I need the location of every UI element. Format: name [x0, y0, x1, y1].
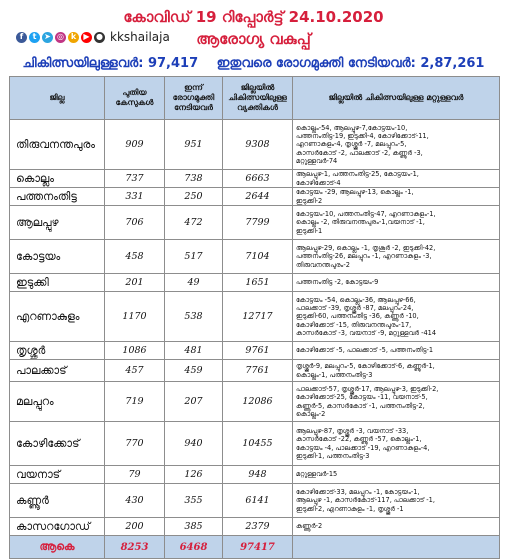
district-cell: കാസറഗോഡ് — [10, 518, 105, 536]
others-cell: കോഴിക്കോട്-33, മലപ്പുറം -1, കോട്ടയം-1, ആലപ്പുഴ -1, കാസർകോട്-117, പാലക്കാട് -1, ഇടുക്കി-2, എറണാകുളം -1, തൃശ്ശൂർ -1 — [293, 484, 500, 518]
table-row — [10, 360, 500, 382]
district-cell: കോട്ടയം — [10, 240, 105, 274]
others-cell: പാലക്കാട്-57, തൃശ്ശൂർ-17, ആലപ്പുഴ-3, ഇടുക്കി-2, കോഴിക്കോട്-25, കോട്ടയം -11, വയനാട്-5, കണ്ണൂർ-5, കാസർകോട് -1, പത്തനംതിട്ട-2, കൊല്ലം-2 — [293, 382, 500, 422]
others-cell: കോട്ടയം -54, കൊല്ലം-36, ആലപ്പുഴ-66, പാലക്കാട് -39, തൃശ്ശൂർ -87, മലപ്പുറം-24, ഇടുക്കി-60, പത്തനംതിട്ട -36, കണ്ണൂർ -10, കോഴിക്കോട് -15, തിരുവനന്തപുരം-17, കാസർകോട് -3, വയനാട് -9, മറ്റുള്ളവർ -414 — [293, 292, 500, 342]
active-cell: 12717 — [223, 292, 293, 342]
new-cases-cell: 201 — [105, 274, 165, 292]
table-row — [10, 120, 500, 170]
table-row — [10, 240, 500, 274]
recovered-cell: 472 — [165, 206, 223, 240]
active-cell: 948 — [223, 466, 293, 484]
district-cell: ഇടുക്കി — [10, 274, 105, 292]
others-cell: കണ്ണൂർ-2 — [293, 518, 500, 536]
twitter-icon[interactable]: t — [29, 32, 40, 43]
table-row — [10, 292, 500, 342]
total-others-empty — [293, 536, 500, 559]
recovered-cell: 207 — [165, 382, 223, 422]
table-row — [10, 274, 500, 292]
total-recovered: 6468 — [165, 536, 223, 559]
district-cell: ആലപ്പുഴ — [10, 206, 105, 240]
recovered-cell: 250 — [165, 188, 223, 206]
table-row — [10, 382, 500, 422]
table-row — [10, 484, 500, 518]
others-cell: തൃശ്ശൂർ-9, മലപ്പുറം-5, കോഴിക്കോട്-6, കണ്ണൂർ-1, കൊല്ലം-1, പത്തനംതിട്ട-3 — [293, 360, 500, 382]
recovered-cell: 355 — [165, 484, 223, 518]
total-label: ആകെ — [10, 536, 105, 559]
active-cell: 2379 — [223, 518, 293, 536]
recovered-cell: 517 — [165, 240, 223, 274]
district-cell: എറണാകുളം — [10, 292, 105, 342]
district-cell: തിരുവനന്തപുരം — [10, 120, 105, 170]
others-cell: കോട്ടയം -29, ആലപ്പുഴ-13, കൊല്ലം -1, ഇടുക്കി-2 — [293, 188, 500, 206]
district-cell: പാലക്കാട് — [10, 360, 105, 382]
new-cases-cell: 430 — [105, 484, 165, 518]
header-district: ജില്ല — [10, 77, 105, 120]
active-cell: 10455 — [223, 422, 293, 466]
recovered-cell: 481 — [165, 342, 223, 360]
district-cell: കൊല്ലം — [10, 170, 105, 188]
header-active: ജില്ലയിൽ ചികിത്സയിലുള്ള വ്യക്തികൾ — [223, 77, 293, 120]
others-cell: മറ്റുള്ളവർ-15 — [293, 466, 500, 484]
others-cell: ആലപ്പുഴ-29, കൊല്ലം -1, തൃശൂർ -2, ഇടുക്കി-42, പത്തനംതിട്ട-26, മലപ്പുറം -1, എറണാകുളം -3, തിരുവനന്തപുരം-2 — [293, 240, 500, 274]
new-cases-cell: 706 — [105, 206, 165, 240]
new-cases-cell: 457 — [105, 360, 165, 382]
total-new: 8253 — [105, 536, 165, 559]
active-cell: 12086 — [223, 382, 293, 422]
recovered-count: ഇതുവരെ രോഗമുക്തി നേടിയവർ: 2,87,261 — [216, 56, 485, 71]
recovered-cell: 940 — [165, 422, 223, 466]
table-row — [10, 170, 500, 188]
others-cell: കോട്ടയം-10, പത്തനംതിട്ട-47, എറണാകുളം-1, കൊല്ലം -2, തിരുവനന്തപുരം-1,വയനാട് -1, ഇടുക്കി-1 — [293, 206, 500, 240]
new-cases-cell: 1086 — [105, 342, 165, 360]
table-row — [10, 342, 500, 360]
others-cell: ആലപ്പുഴ-87, തൃശ്ശൂർ -3, വയനാട് -33, കാസർകോട് -22, കണ്ണൂർ -57, കൊല്ലം-1, കോട്ടയം -4, പാലക്കാട് -19, എറണാകുളം-4, ഇടുക്കി-1, പത്തനംതിട്ട-3 — [293, 422, 500, 466]
active-cell: 9308 — [223, 120, 293, 170]
header-others: ജില്ലയിൽ ചികിത്സയിലുള്ള മറ്റുള്ളവർ — [293, 77, 500, 120]
recovered-cell: 951 — [165, 120, 223, 170]
active-cell: 6663 — [223, 170, 293, 188]
web-icon[interactable]: ● — [94, 32, 105, 43]
table-row — [10, 188, 500, 206]
header-recovered: ഇന്ന് രോഗമുക്തി നേടിയവർ — [165, 77, 223, 120]
district-cell: കണ്ണൂർ — [10, 484, 105, 518]
recovered-cell: 126 — [165, 466, 223, 484]
new-cases-cell: 770 — [105, 422, 165, 466]
stats-line — [0, 56, 507, 71]
active-cell: 1651 — [223, 274, 293, 292]
active-cell: 6141 — [223, 484, 293, 518]
new-cases-cell: 331 — [105, 188, 165, 206]
district-cell: മലപ്പുറം — [10, 382, 105, 422]
total-active: 97417 — [223, 536, 293, 559]
youtube-icon[interactable]: ▶ — [81, 32, 92, 43]
recovered-cell: 459 — [165, 360, 223, 382]
recovered-cell: 49 — [165, 274, 223, 292]
treatment-count: ചികിത്സയിലുള്ളവർ: 97,417 — [22, 56, 199, 71]
telegram-icon[interactable]: ➤ — [42, 32, 53, 43]
new-cases-cell: 458 — [105, 240, 165, 274]
new-cases-cell: 1170 — [105, 292, 165, 342]
table-row — [10, 518, 500, 536]
district-cell: തൃശ്ശൂർ — [10, 342, 105, 360]
others-cell: ആലപ്പുഴ-1, പത്തനംതിട്ട-25, കോട്ടയം-1, കോഴിക്കോട്-4 — [293, 170, 500, 188]
new-cases-cell: 200 — [105, 518, 165, 536]
recovered-cell: 538 — [165, 292, 223, 342]
district-table — [9, 76, 500, 559]
department-title: ആരോഗ്യ വകുപ്പ് — [196, 30, 311, 48]
new-cases-cell: 737 — [105, 170, 165, 188]
recovered-cell: 738 — [165, 170, 223, 188]
total-row — [10, 536, 500, 559]
district-cell: പത്തനംതിട്ട — [10, 188, 105, 206]
new-cases-cell: 719 — [105, 382, 165, 422]
table-row — [10, 206, 500, 240]
active-cell: 7104 — [223, 240, 293, 274]
active-cell: 9761 — [223, 342, 293, 360]
table-header-row — [10, 77, 500, 120]
active-cell: 2644 — [223, 188, 293, 206]
social-handle: kkshailaja — [110, 30, 170, 44]
recovered-cell: 385 — [165, 518, 223, 536]
active-cell: 7799 — [223, 206, 293, 240]
district-cell: വയനാട് — [10, 466, 105, 484]
new-cases-cell: 79 — [105, 466, 165, 484]
instagram-icon[interactable]: ◎ — [55, 32, 66, 43]
header-new-cases: പുതിയ കേസുകൾ — [105, 77, 165, 120]
others-cell: പത്തനംതിട്ട -2, കോട്ടയം-9 — [293, 274, 500, 292]
active-cell: 7761 — [223, 360, 293, 382]
new-cases-cell: 909 — [105, 120, 165, 170]
report-title: കോവിഡ് 19 റിപ്പോർട്ട് 24.10.2020 — [123, 8, 384, 26]
others-cell: കോഴിക്കോട് -5, പാലക്കാട് -5, പത്തനംതിട്ട-1 — [293, 342, 500, 360]
table-row — [10, 422, 500, 466]
district-cell: കോഴിക്കോട് — [10, 422, 105, 466]
koo-icon[interactable]: k — [68, 32, 79, 43]
table-row — [10, 466, 500, 484]
facebook-icon[interactable]: f — [16, 32, 27, 43]
others-cell: കൊല്ലം-54, ആലപ്പുഴ-7,കോട്ടയം-10, പത്തനംതിട്ട-19, ഇടുക്കി-4, കോഴിക്കോട്-11, എറണാകുളം-4, തൃശ്ശൂർ -7, മലപ്പുറം-5, കാസർകോട് -2, പാലക്കാട് -2, കണ്ണൂർ -3, മറ്റുള്ളവർ-74 — [293, 120, 500, 170]
